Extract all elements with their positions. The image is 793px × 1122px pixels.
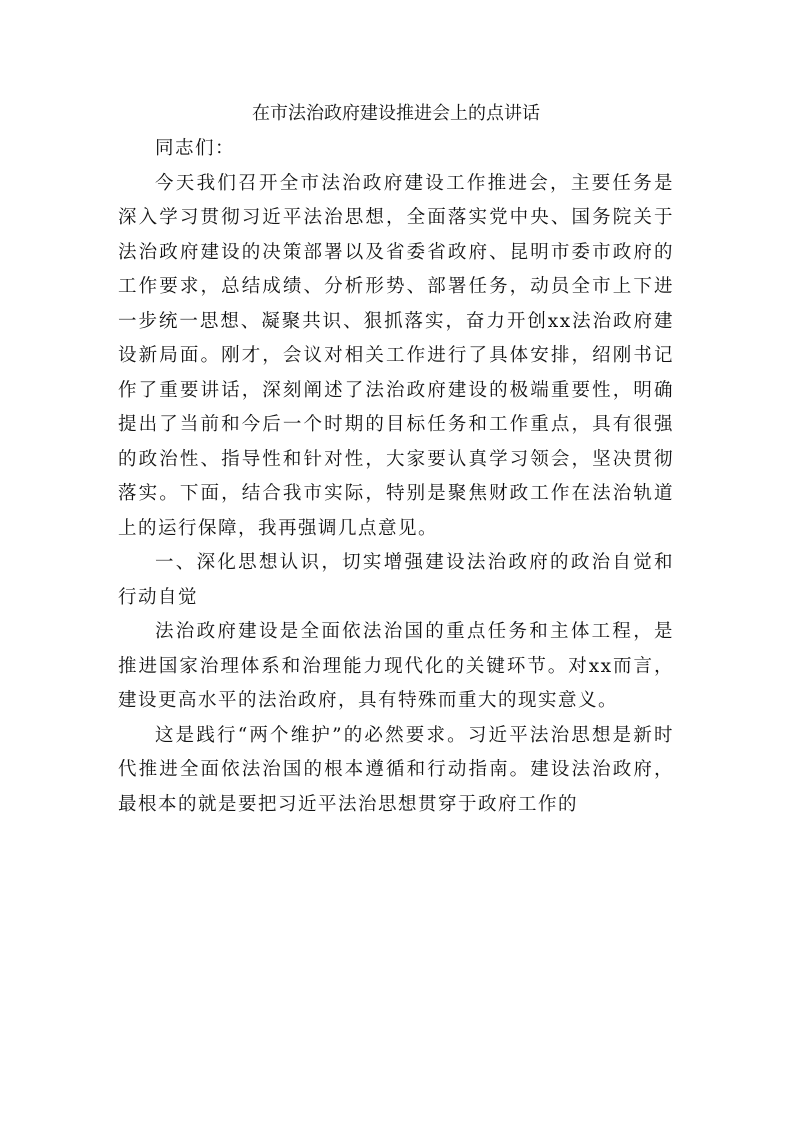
paragraph-two-maintenances: 这是践行“两个维护”的必然要求。习近平法治思想是新时代推进全面依法治国的根本遵循和行动指南。建设法治政府，最根本的就是要把习近平法治思想贯穿于政府工作的 — [118, 724, 674, 815]
document-title: 在市法治政府建设推进会上的点讲话 — [252, 103, 540, 124]
greeting: 同志们： — [155, 138, 236, 159]
document-page — [118, 96, 674, 822]
paragraph-intro: 今天我们召开全市法治政府建设工作推进会，主要任务是深入学习贯彻习近平法治思想，全面落实党中央、国务院关于法治政府建设的决策部署以及省委省政府、昆明市委市政府的工作要求，总结成绩、分析形势、部署任务，动员全市上下进一步统一思想、凝聚共识、狠抓落实，奋力开创xx法治政府建设新局面。刚才，会议对相关工作进行了具体安排，绍刚书记作了重要讲话，深刻阐述了法治政府建设的极端重要性，明确提出了当前和今后一个时期的目标任务和工作重点，具有很强的政治性、指导性和针对性，大家要认真学习领会，坚决贯彻落实。下面，结合我市实际，特别是聚焦财政工作在法治轨道上的运行保障，我再强调几点意见。 — [118, 172, 674, 539]
paragraph-section-1: 法治政府建设是全面依法治国的重点任务和主体工程，是推进国家治理体系和治理能力现代化的关键环节。对xx而言，建设更高水平的法治政府，具有特殊而重大的现实意义。 — [118, 621, 674, 711]
section-heading-1: 一、深化思想认识，切实增强建设法治政府的政治自觉和行动自觉 — [118, 552, 674, 608]
